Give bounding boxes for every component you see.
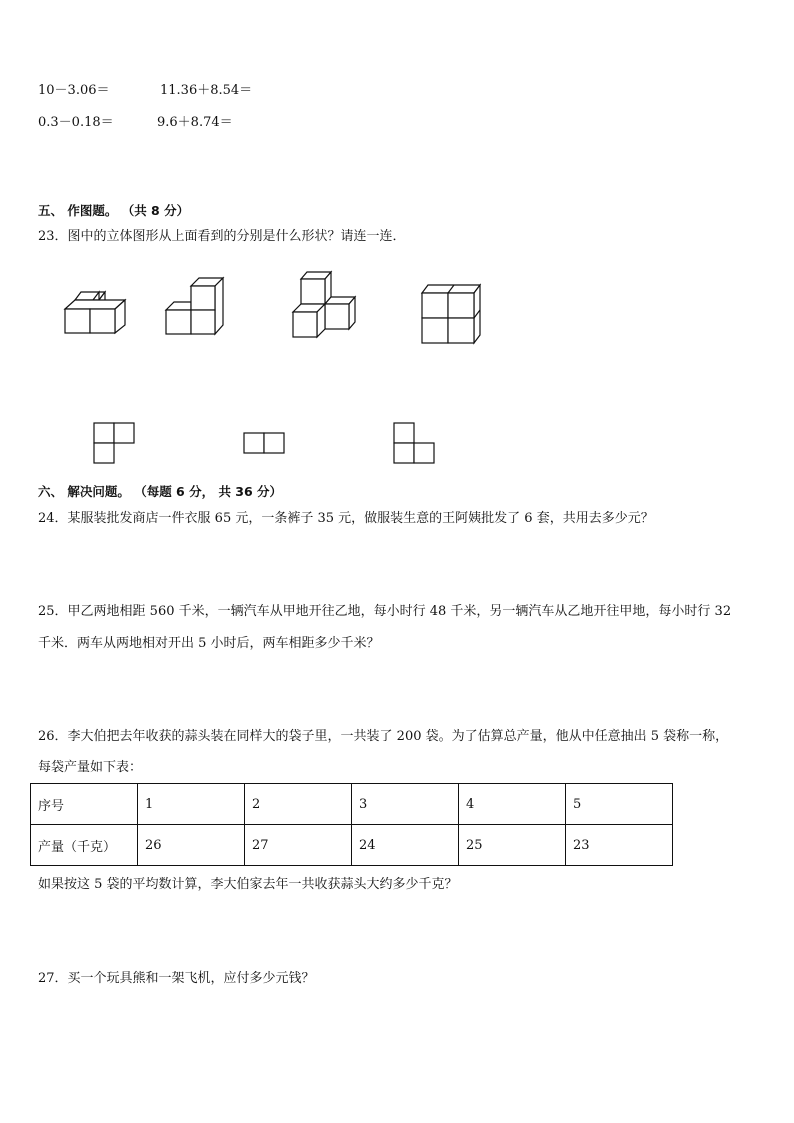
question-25-line-1: 25．甲乙两地相距 560 千米，一辆汽车从甲地开往乙地，每小时行 48 千米，另一辆汽车从乙地开往甲地，每小时行 32	[38, 604, 732, 619]
question-25-line-2: 千米．两车从两地相对开出 5 小时后，两车相距多少千米？	[38, 636, 380, 651]
table-cell: 2	[245, 784, 352, 825]
table-cell: 25	[459, 825, 566, 866]
calc-item-3: 0.3－0.18＝	[38, 115, 114, 130]
table-cell: 23	[566, 825, 673, 866]
calc-item-1: 10－3.06＝	[38, 83, 110, 98]
calc-item-2: 11.36＋8.54＝	[160, 83, 253, 98]
table-cell: 序号	[31, 784, 138, 825]
top-view-1	[94, 423, 134, 463]
question-27: 27．买一个玩具熊和一架飞机，应付多少元钱？	[38, 971, 315, 986]
question-26-followup: 如果按这 5 袋的平均数计算，李大伯家去年一共收获蒜头大约多少千克？	[38, 877, 458, 892]
solid-figure-1	[65, 292, 125, 333]
table-cell: 1	[138, 784, 245, 825]
table-row	[31, 825, 673, 866]
section-6-heading: 六、 解决问题。 （每题 6 分， 共 36 分）	[38, 484, 283, 499]
table-cell: 4	[459, 784, 566, 825]
question-26-line-1: 26．李大伯把去年收获的蒜头装在同样大的袋子里，一共装了 200 袋。为了估算总产量，他从中任意抽出 5 袋称一称，	[38, 729, 729, 744]
table-cell: 27	[245, 825, 352, 866]
table-cell: 5	[566, 784, 673, 825]
yield-table	[30, 783, 673, 866]
table-cell: 3	[352, 784, 459, 825]
top-view-3	[394, 423, 434, 463]
section-5-heading: 五、 作图题。 （共 8 分）	[38, 203, 190, 218]
table-cell: 产量（千克）	[31, 825, 138, 866]
calc-item-4: 9.6＋8.74＝	[157, 115, 233, 130]
question-26-line-2: 每袋产量如下表：	[38, 760, 143, 775]
solid-figure-3	[293, 272, 355, 337]
solid-figure-4	[422, 285, 480, 343]
question-23: 23．图中的立体图形从上面看到的分别是什么形状？请连一连．	[38, 229, 406, 244]
table-row	[31, 784, 673, 825]
table-cell: 26	[138, 825, 245, 866]
question-24: 24．某服装批发商店一件衣服 65 元，一条裤子 35 元，做服装生意的王阿姨批发了 6 套，共用去多少元？	[38, 511, 654, 526]
top-view-2	[244, 433, 284, 453]
solid-figure-2	[166, 278, 223, 334]
table-cell: 24	[352, 825, 459, 866]
